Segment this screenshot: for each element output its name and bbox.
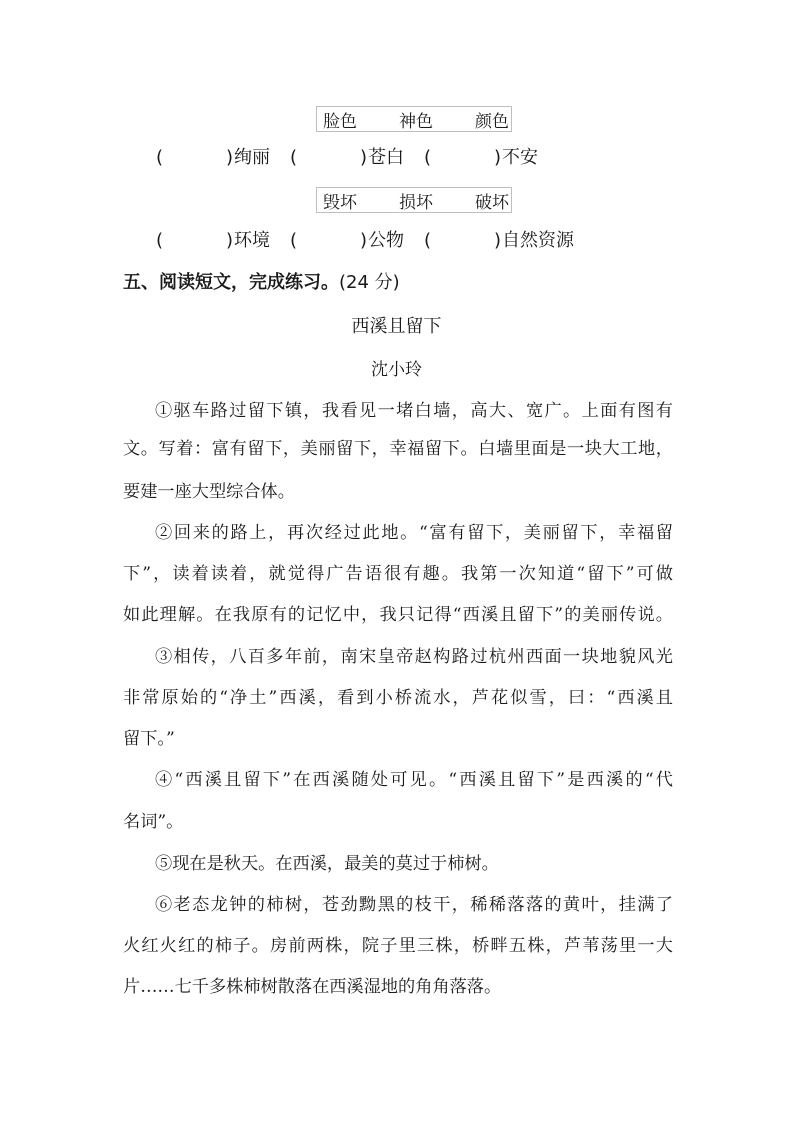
article-line: ②回来的路上，再次经过此地。“富有留下，美丽留下，幸福留 — [155, 523, 673, 543]
word-option: 损坏 — [399, 192, 433, 213]
word-option: 神色 — [399, 111, 433, 132]
fill-blank[interactable]: ( ) 不安 — [424, 144, 431, 172]
word-choice-box-2 — [316, 187, 512, 213]
section-heading — [123, 268, 400, 294]
article-line: 要建一座大型综合体。 — [123, 482, 295, 502]
word-option: 脸色 — [323, 111, 357, 132]
article-author: 沈小玲 — [371, 360, 422, 380]
section-score: (24 分) — [339, 272, 400, 293]
article-line: 下”，读着读着，就觉得广告语很有趣。我第一次知道“留下”可做 — [123, 564, 673, 584]
blank-label: 不安 — [502, 147, 538, 168]
article-line: 片……七千多株柿树散落在西溪湿地的角角落落。 — [123, 977, 502, 997]
section-heading-text: 五、阅读短文，完成练习。 — [123, 272, 339, 293]
article-line: ⑤现在是秋天。在西溪，最美的莫过于柿树。 — [155, 854, 499, 874]
fill-blank-row-2 — [156, 227, 596, 255]
article-line: ③相传，八百多年前，南宋皇帝赵构路过杭州西面一块地貌风光 — [155, 647, 673, 667]
word-option: 毁坏 — [323, 192, 357, 213]
article-line: ④“西溪且留下”在西溪随处可见。“西溪且留下”是西溪的“代 — [155, 770, 673, 790]
article-line: 名词”。 — [123, 812, 184, 832]
article-line: 火红火红的柿子。房前两株，院子里三株，桥畔五株，芦苇荡里一大 — [123, 936, 673, 956]
fill-blank[interactable]: ( ) 公物 — [290, 227, 297, 255]
word-option: 颜色 — [475, 111, 509, 132]
fill-blank-row-1 — [156, 144, 586, 172]
article-line: 文。写着：富有留下，美丽留下，幸福留下。白墙里面是一块大工地， — [123, 439, 673, 459]
article-line: 非常原始的“净土”西溪，看到小桥流水，芦花似雪，曰：“西溪且 — [123, 688, 673, 708]
article-title: 西溪且留下 — [351, 316, 442, 337]
blank-label: 公物 — [368, 230, 404, 251]
article-line: 如此理解。在我原有的记忆中，我只记得“西溪且留下”的美丽传说。 — [123, 605, 673, 625]
word-choice-box-1 — [316, 106, 512, 132]
fill-blank[interactable]: ( ) 苍白 — [290, 144, 297, 172]
article-line: ①驱车路过留下镇，我看见一堵白墙，高大、宽广。上面有图有 — [155, 401, 673, 421]
blank-label: 环境 — [234, 230, 270, 251]
blank-label: 苍白 — [368, 147, 404, 168]
word-option: 破坏 — [475, 192, 509, 213]
blank-label: 自然资源 — [502, 230, 574, 251]
article-line: ⑥老态龙钟的柿树，苍劲黝黑的枝干，稀稀落落的黄叶，挂满了 — [155, 895, 673, 915]
fill-blank[interactable]: ( ) 自然资源 — [424, 227, 431, 255]
fill-blank[interactable]: ( ) 绚丽 — [156, 144, 163, 172]
blank-label: 绚丽 — [234, 147, 270, 168]
article-line: 留下。” — [123, 729, 175, 749]
fill-blank[interactable]: ( ) 环境 — [156, 227, 163, 255]
